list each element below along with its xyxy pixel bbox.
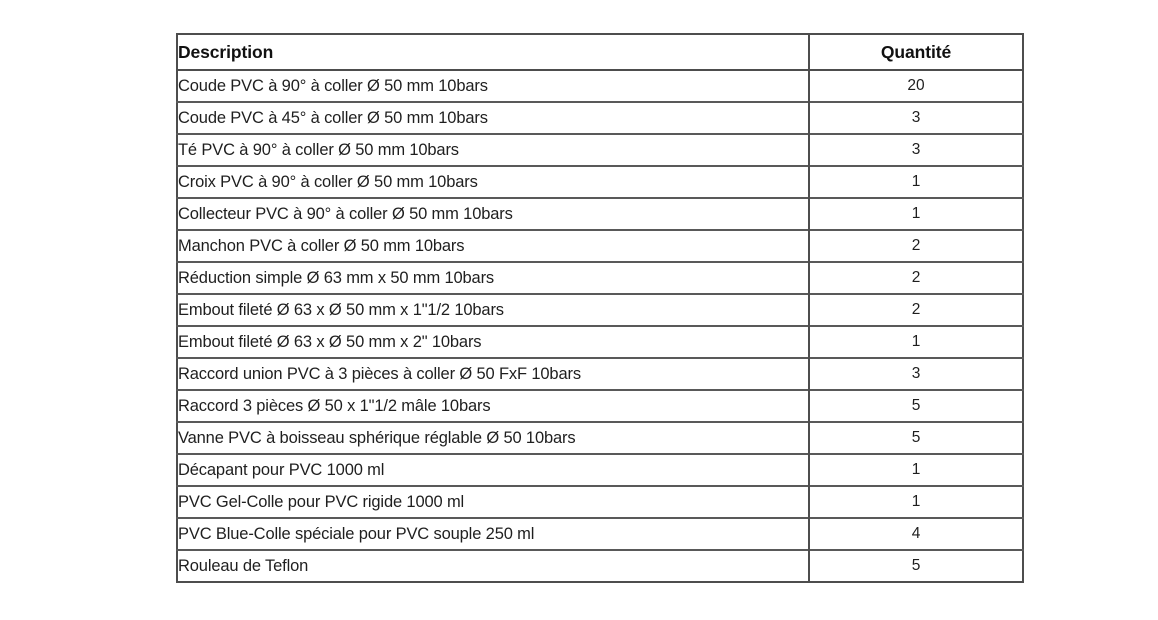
table-row — [177, 294, 1023, 326]
table-header-row — [177, 34, 1023, 70]
table-row — [177, 390, 1023, 422]
cell-description: Vanne PVC à boisseau sphérique réglable Ø 50 10bars — [177, 422, 809, 454]
cell-description: Croix PVC à 90° à coller Ø 50 mm 10bars — [177, 166, 809, 198]
table-row — [177, 230, 1023, 262]
cell-description: Embout fileté Ø 63 x Ø 50 mm x 2" 10bars — [177, 326, 809, 358]
cell-description: Coude PVC à 45° à coller Ø 50 mm 10bars — [177, 102, 809, 134]
table-row — [177, 326, 1023, 358]
cell-quantite: 1 — [809, 454, 1023, 486]
cell-description: Raccord union PVC à 3 pièces à coller Ø 50 FxF 10bars — [177, 358, 809, 390]
cell-description: Décapant pour PVC 1000 ml — [177, 454, 809, 486]
cell-quantite: 3 — [809, 134, 1023, 166]
cell-quantite: 5 — [809, 550, 1023, 582]
table-row — [177, 166, 1023, 198]
cell-quantite: 20 — [809, 70, 1023, 102]
table-row — [177, 70, 1023, 102]
table-row — [177, 486, 1023, 518]
cell-description: Manchon PVC à coller Ø 50 mm 10bars — [177, 230, 809, 262]
cell-quantite: 2 — [809, 262, 1023, 294]
cell-quantite: 4 — [809, 518, 1023, 550]
cell-quantite: 1 — [809, 166, 1023, 198]
cell-quantite: 5 — [809, 422, 1023, 454]
table-row — [177, 102, 1023, 134]
table-row — [177, 198, 1023, 230]
table-row — [177, 358, 1023, 390]
parts-quantity-table — [176, 33, 1024, 583]
table-row — [177, 262, 1023, 294]
cell-description: Embout fileté Ø 63 x Ø 50 mm x 1"1/2 10bars — [177, 294, 809, 326]
table-row — [177, 134, 1023, 166]
table-row — [177, 422, 1023, 454]
cell-quantite: 2 — [809, 230, 1023, 262]
cell-description: Raccord 3 pièces Ø 50 x 1"1/2 mâle 10bars — [177, 390, 809, 422]
table-row — [177, 550, 1023, 582]
cell-quantite: 1 — [809, 198, 1023, 230]
column-header-quantite: Quantité — [809, 34, 1023, 70]
cell-quantite: 3 — [809, 102, 1023, 134]
table-header — [177, 34, 1023, 70]
cell-description: Coude PVC à 90° à coller Ø 50 mm 10bars — [177, 70, 809, 102]
cell-quantite: 5 — [809, 390, 1023, 422]
cell-description: Collecteur PVC à 90° à coller Ø 50 mm 10bars — [177, 198, 809, 230]
cell-quantite: 2 — [809, 294, 1023, 326]
cell-description: PVC Blue-Colle spéciale pour PVC souple 250 ml — [177, 518, 809, 550]
cell-quantite: 1 — [809, 486, 1023, 518]
cell-description: Réduction simple Ø 63 mm x 50 mm 10bars — [177, 262, 809, 294]
table-row — [177, 518, 1023, 550]
cell-description: PVC Gel-Colle pour PVC rigide 1000 ml — [177, 486, 809, 518]
cell-quantite: 3 — [809, 358, 1023, 390]
cell-quantite: 1 — [809, 326, 1023, 358]
table-row — [177, 454, 1023, 486]
cell-description: Té PVC à 90° à coller Ø 50 mm 10bars — [177, 134, 809, 166]
table-body — [177, 70, 1023, 582]
column-header-description: Description — [177, 34, 809, 70]
cell-description: Rouleau de Teflon — [177, 550, 809, 582]
